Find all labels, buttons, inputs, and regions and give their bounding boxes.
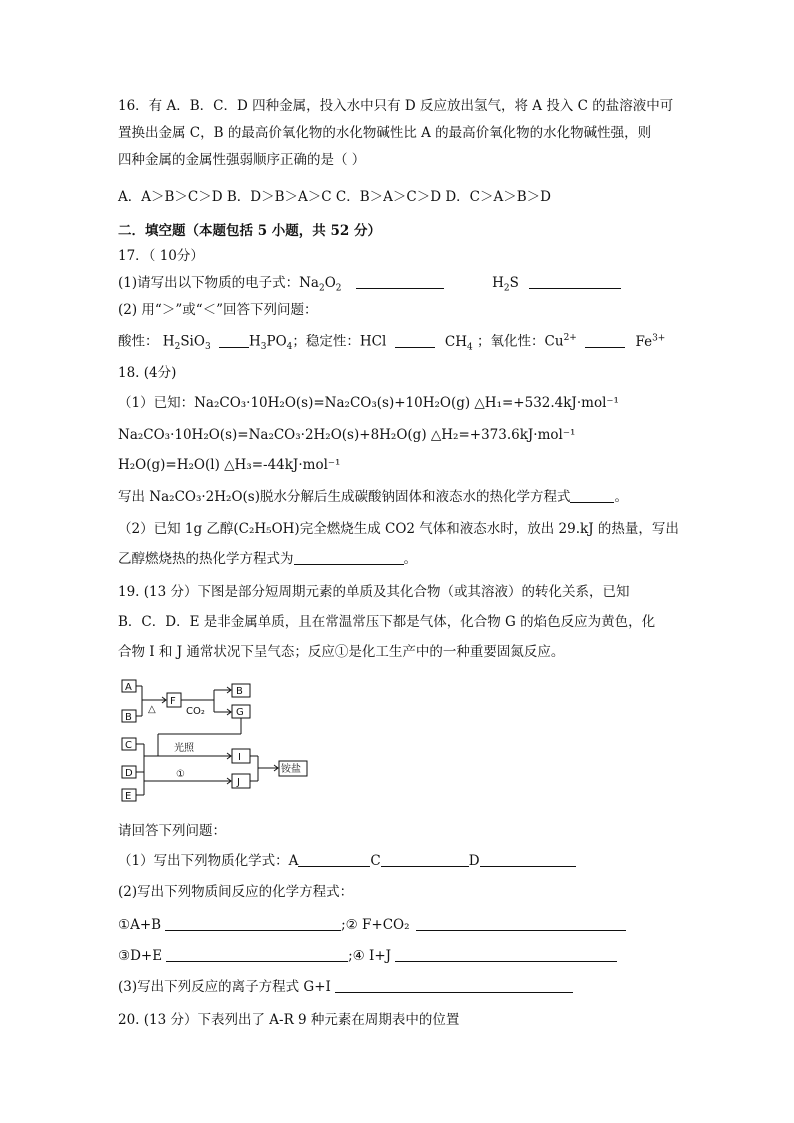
q19-reactions-1-2 — [118, 915, 626, 935]
q18-equation-1: （1）已知：Na₂CO₃·10H₂O(s)=Na₂CO₃(s)+10H₂O(g) △H₁=+532.4kJ·mol⁻¹ — [118, 395, 619, 411]
diagram-co2-label: CO₂ — [186, 706, 205, 717]
q19-part2: (2)写出下列物质间反应的化学方程式： — [118, 884, 354, 900]
diagram-heat-symbol: △ — [148, 704, 156, 715]
q18-ask-1: 写出 Na₂CO₃·2H₂O(s)脱水分解后生成碳酸钠固体和液态水的热化学方程式 。 — [118, 489, 628, 505]
q18-equation-2: Na₂CO₃·10H₂O(s)=Na₂CO₃·2H₂O(s)+8H₂O(g) △H₂=+373.6kJ·mol⁻¹ — [118, 427, 576, 443]
q19-line-1: 19. (13 分）下图是部分短周期元素的单质及其化合物（或其溶液）的转化关系，已知 — [118, 584, 630, 600]
q18-equation-3: H₂O(g)=H₂O(l) △H₃=-44kJ·mol⁻¹ — [118, 457, 341, 473]
q17-part2: (2) 用“＞”或“＜”回答下列问题： — [118, 302, 318, 318]
q16-line-1: 16．有 A．B．C．D 四种金属，投入水中只有 D 反应放出氢气，将 A 投入 C 的盐溶液中可 — [118, 98, 674, 114]
answer-blank-c[interactable] — [381, 852, 469, 867]
q16-line-2: 置换出金属 C，B 的最高价氧化物的水化物碱性比 A 的最高价氧化物的水化物碱性强，则 — [118, 125, 652, 141]
ch4-formula: $CH_4$ — [444, 333, 473, 353]
q19-prompt: 请回答下列问题： — [118, 823, 226, 839]
reaction-3-label: ③D+E — [118, 948, 163, 964]
q19-part1-text: （1）写出下列物质化学式：A — [118, 853, 299, 869]
answer-blank-ionic-equation[interactable] — [335, 978, 573, 993]
reaction-2-label: ;② F+CO₂ — [341, 917, 410, 933]
diagram-label-j: J — [237, 777, 240, 788]
diagram-reaction-1-label: ① — [176, 769, 185, 780]
answer-blank-reaction-3[interactable] — [166, 947, 348, 962]
reaction-diagram — [118, 676, 318, 806]
q19-part1-c: C — [370, 853, 381, 869]
answer-blank-q18-1[interactable] — [570, 488, 614, 503]
q18-part2-a: （2）已知 1g 乙醇(C₂H₅OH)完全燃烧生成 CO2 气体和液态水时，放出 29.kJ 的热量，写出 — [118, 521, 679, 537]
answer-blank-a[interactable] — [298, 852, 370, 867]
diagram-label-d: D — [125, 768, 133, 779]
diagram-label-e: E — [125, 791, 132, 802]
answer-blank-reaction-2[interactable] — [416, 916, 626, 931]
diagram-label-b: B — [125, 712, 132, 723]
answer-blank-na2o2[interactable] — [356, 274, 444, 289]
q19-line-3: 合物 I 和 J 通常状况下呈气态；反应①是化工生产中的一种重要固氮反应。 — [118, 644, 565, 660]
reaction-1-label: ①A+B — [118, 917, 162, 933]
answer-blank-h2s[interactable] — [529, 274, 621, 289]
q19-part1 — [118, 851, 576, 871]
q20-line-1: 20. (13 分）下表列出了 A-R 9 种元素在周期表中的位置 — [118, 1012, 460, 1028]
q19-part3-text: (3)写出下列反应的离子方程式 G+I — [118, 979, 331, 995]
answer-blank-reaction-4[interactable] — [395, 947, 617, 962]
q17-part1: (1)请写出以下物质的电子式：$Na_2O_2$ $H_2S$ — [118, 273, 621, 299]
diagram-light-label: 光照 — [174, 743, 194, 754]
q16-options: A．A＞B＞C＞D B．D＞B＞A＞C C．B＞A＞C＞D D．C＞A＞B＞D — [118, 189, 551, 205]
answer-blank-q18-2[interactable] — [294, 550, 404, 565]
diagram-box-j — [232, 774, 250, 788]
q17-h2s: $H_2S$ — [492, 275, 519, 294]
q19-part1-d: D — [468, 853, 480, 869]
answer-blank-acid[interactable] — [219, 333, 249, 348]
diagram-label-c: C — [125, 740, 132, 751]
q19-line-2: B．C．D．E 是非金属单质，且在常温常压下都是气体，化合物 G 的焰色反应为黄色，化 — [118, 614, 656, 630]
diagram-label-i: I — [238, 752, 241, 763]
diagram-label-b2: B — [236, 686, 243, 697]
q19-reactions-3-4 — [118, 946, 617, 966]
q17-header: 17．（ 10分） — [118, 248, 204, 264]
q16-line-3: 四种金属的金属性强弱顺序正确的是（ ） — [118, 152, 366, 168]
q17-part1-prefix: (1)请写出以下物质的电子式：Na — [118, 275, 319, 291]
q19-part3 — [118, 977, 573, 997]
q18-part2-b: 乙醇燃烧热的热化学方程式为 。 — [118, 551, 417, 567]
section-heading: 二．填空题（本题包括 5 小题，共 52 分） — [118, 223, 381, 239]
diagram-label-g: G — [236, 707, 244, 718]
q17-compare-line: 酸性： $H_2SiO_3$ $H_3PO_4$；稳定性：HCl $CH_4$ ；氧化性：$Cu^{2+}$ $Fe^{3+}$ — [118, 333, 666, 353]
answer-blank-oxidizing[interactable] — [585, 333, 625, 348]
diagram-label-ammonium-salt: 铵盐 — [281, 764, 301, 775]
q18-ask-1-text: 写出 Na₂CO₃·2H₂O(s)脱水分解后生成碳酸钠固体和液态水的热化学方程式 — [118, 489, 571, 505]
diagram-label-f: F — [170, 696, 176, 707]
fe3-ion: $Fe^{3+}$ — [635, 333, 666, 350]
answer-blank-reaction-1[interactable] — [165, 916, 341, 931]
acid-label: 酸性： H — [118, 333, 175, 350]
q18-part2-b-text: 乙醇燃烧热的热化学方程式为 — [118, 551, 294, 567]
reaction-4-label: ;④ I+J — [348, 948, 392, 964]
oxidizing-label: ；氧化性：Cu — [477, 333, 564, 350]
q18-header: 18. (4分) — [118, 365, 177, 381]
answer-blank-stability[interactable] — [395, 333, 435, 348]
diagram-box-i — [232, 749, 250, 763]
answer-blank-d[interactable] — [480, 852, 576, 867]
diagram-label-a: A — [125, 682, 132, 693]
stability-label: ；稳定性：HCl — [292, 333, 387, 350]
